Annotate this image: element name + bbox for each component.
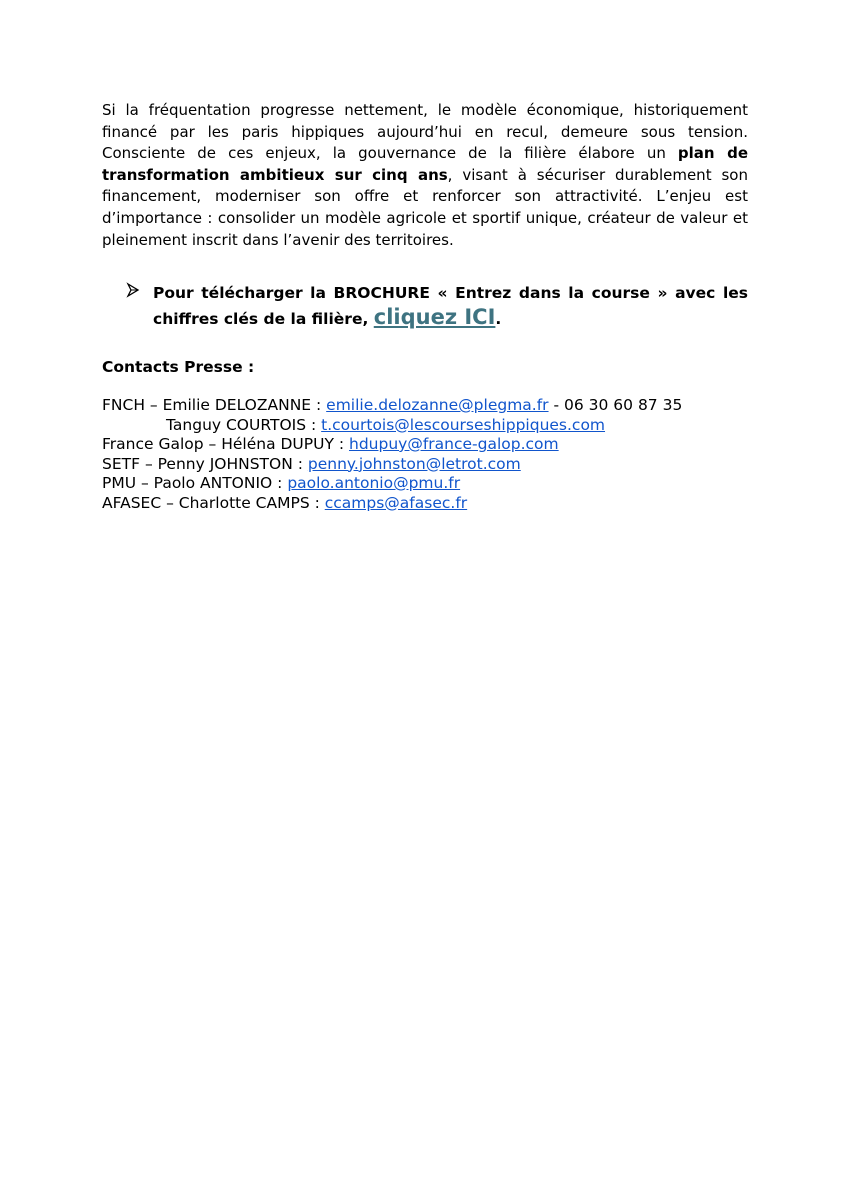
contacts-title: Contacts Presse : bbox=[102, 358, 255, 376]
email-link-helena-dupuy[interactable]: hdupuy@france-galop.com bbox=[349, 435, 559, 453]
contact-line-setf bbox=[102, 455, 762, 475]
email-link-tanguy-courtois[interactable]: t.courtois@lescourseshippiques.com bbox=[321, 415, 606, 434]
brochure-period: . bbox=[495, 310, 502, 328]
email-link-paolo-antonio[interactable]: paolo.antonio@pmu.fr bbox=[287, 474, 461, 492]
paragraph-text-end: , visant à sécuriser durablement son financement, moderniser son offre et renforcer son attractivité. L’enjeu est d’importance : consolider un modèle agricole et sportif unique, créateur de valeur et pleinement inscrit dans l’avenir des territoires. bbox=[102, 165, 748, 249]
body-paragraph bbox=[102, 100, 748, 251]
email-link-charlotte-camps[interactable]: ccamps@afasec.fr bbox=[324, 493, 468, 512]
email-link-penny-johnston[interactable]: penny.johnston@letrot.com bbox=[307, 454, 521, 473]
contact-name: FNCH – Emilie DELOZANNE : bbox=[102, 396, 327, 414]
download-brochure-link[interactable]: cliquez ICI bbox=[373, 305, 496, 329]
contact-line-afasec bbox=[102, 494, 762, 514]
email-link-emilie-delozanne[interactable]: emilie.delozanne@plegma.fr bbox=[326, 396, 549, 414]
contact-line-france-galop bbox=[102, 435, 762, 455]
contact-name: France Galop – Héléna DUPUY : bbox=[102, 435, 350, 453]
brochure-text bbox=[153, 281, 748, 331]
contact-name: Tanguy COURTOIS : bbox=[166, 415, 322, 434]
contact-line-pmu bbox=[102, 474, 762, 494]
contact-phone: - 06 30 60 87 35 bbox=[548, 396, 683, 414]
contact-name: AFASEC – Charlotte CAMPS : bbox=[102, 493, 325, 512]
arrow-bullet-icon bbox=[125, 282, 141, 298]
contact-name: PMU – Paolo ANTONIO : bbox=[102, 474, 288, 492]
paragraph-bold-phrase: plan de transformation ambitieux sur cinq ans bbox=[102, 144, 748, 184]
contact-name: SETF – Penny JOHNSTON : bbox=[102, 454, 308, 473]
brochure-sentence: Pour télécharger la BROCHURE « Entrez dans la course » avec les chiffres clés de la filière, bbox=[153, 284, 748, 328]
paragraph-text-start: Si la fréquentation progresse nettement, le modèle économique, historiquement financé par les paris hippiques aujourd’hui en recul, demeure sous tension. Consciente de ces enjeux, la gouvernance de la filière élabore un bbox=[102, 101, 748, 163]
contact-line-fnch bbox=[102, 396, 762, 416]
press-contacts-list bbox=[102, 396, 762, 513]
contact-line-tanguy bbox=[102, 416, 762, 436]
